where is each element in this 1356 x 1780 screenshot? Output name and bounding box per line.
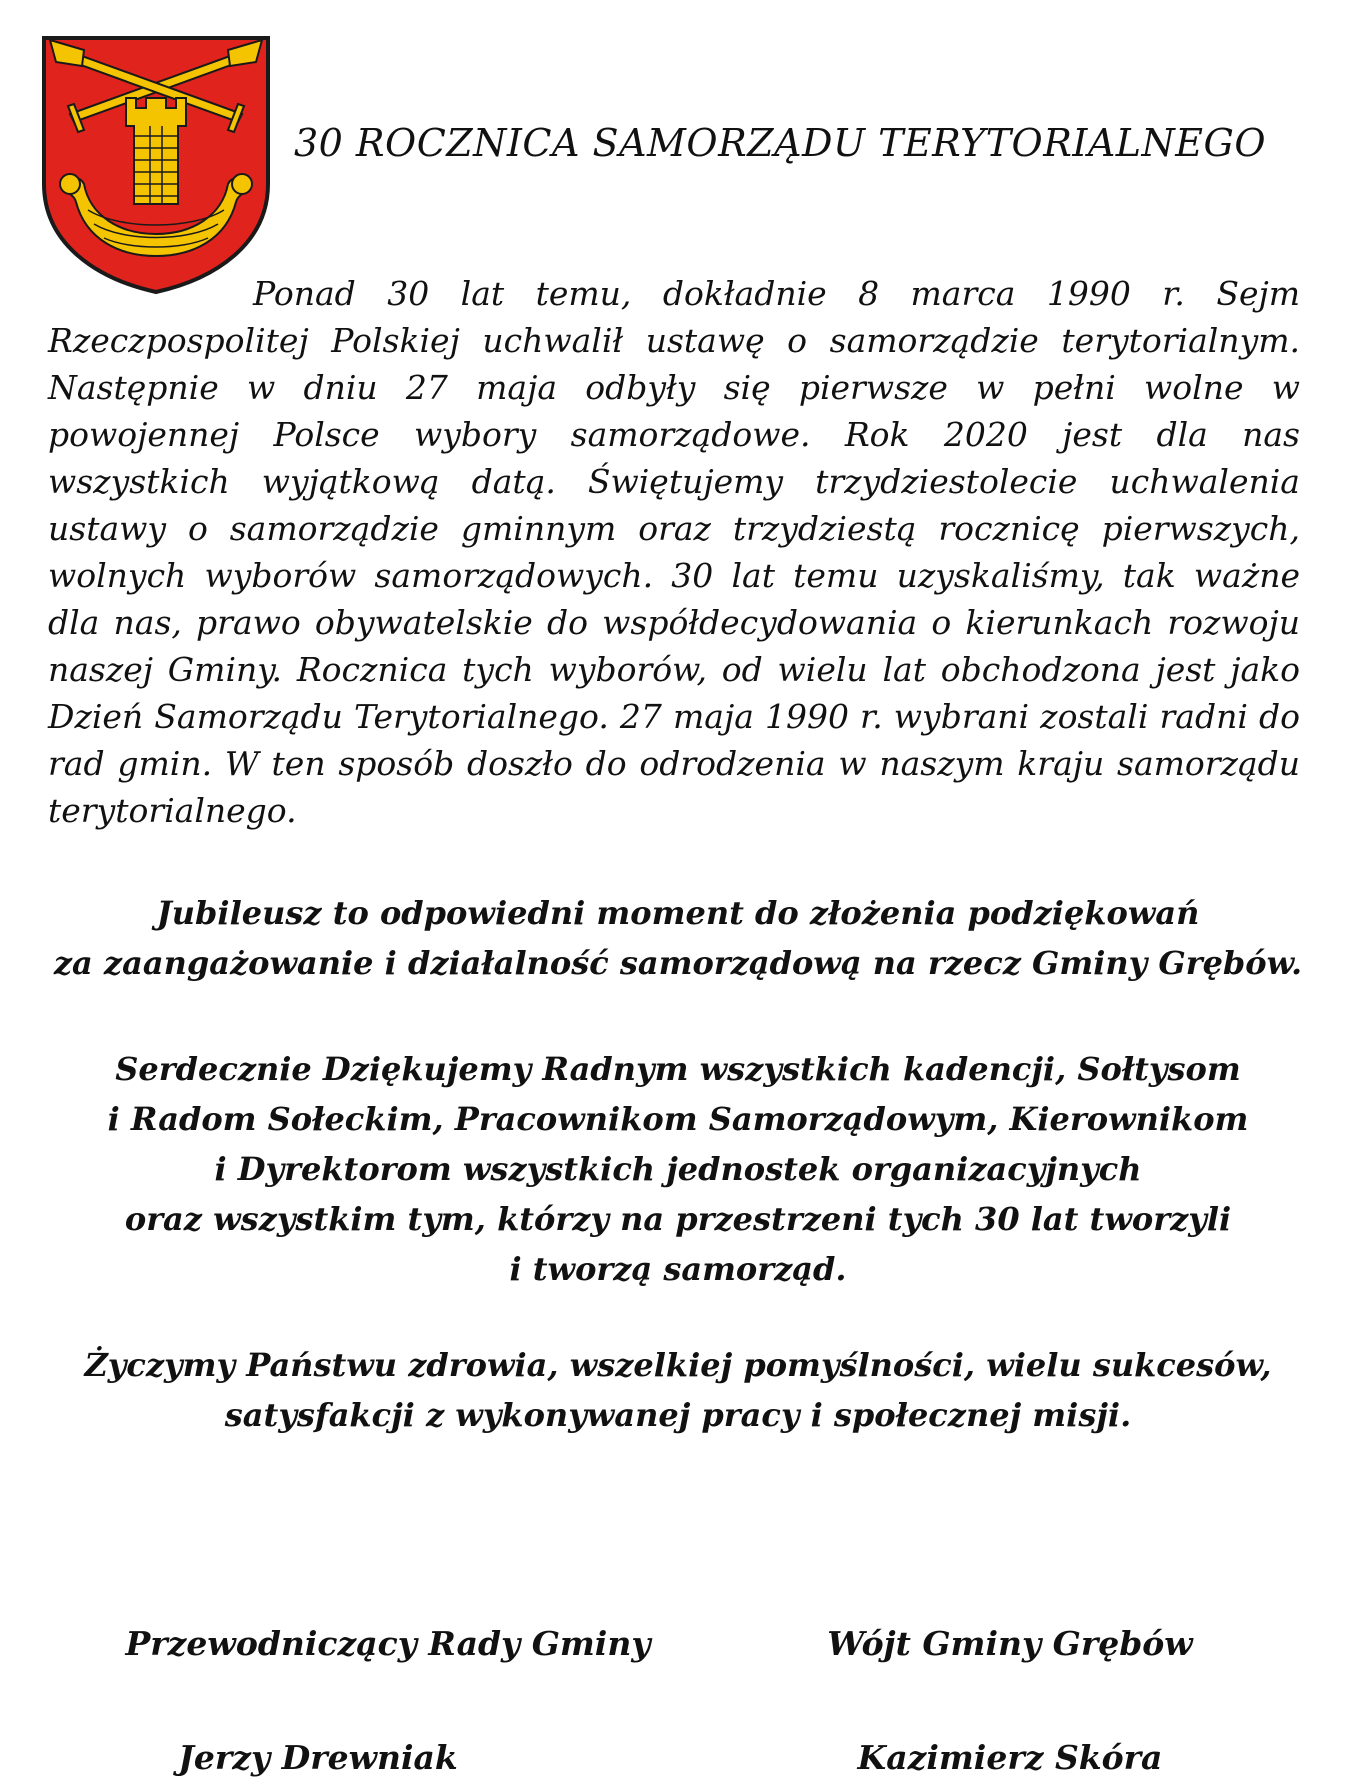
- thanks-line: Jubileusz to odpowiedni moment do złożenia podziękowań: [156, 894, 1200, 932]
- gratitude-line: oraz wszystkim tym, którzy na przestrzeni tych 30 lat tworzyli: [124, 1200, 1232, 1238]
- gratitude-line: i tworzą samorząd.: [509, 1250, 847, 1288]
- thanks-paragraph: [48, 888, 1308, 988]
- thanks-line: za zaangażowanie i działalność samorządową na rzecz Gminy Grębów.: [53, 944, 1303, 982]
- council-chair-title: Przewodniczący Rady Gminy: [125, 1624, 651, 1663]
- gratitude-paragraph: [48, 1044, 1308, 1294]
- gratitude-line: i Radom Sołeckim, Pracownikom Samorządowym, Kierownikom: [107, 1100, 1249, 1138]
- council-chair-name: Jerzy Drewniak: [178, 1738, 458, 1777]
- gratitude-line: i Dyrektorom wszystkich jednostek organizacyjnych: [214, 1150, 1142, 1188]
- wishes-line: satysfakcji z wykonywanej pracy i społecznej misji.: [224, 1396, 1132, 1434]
- intro-paragraph: [48, 270, 1300, 834]
- page-title: 30 ROCZNICA SAMORZĄDU TERYTORIALNEGO: [294, 121, 1267, 165]
- wishes-line: Życzymy Państwu zdrowia, wszelkiej pomyślności, wielu sukcesów,: [84, 1346, 1272, 1384]
- intro-text: Ponad 30 lat temu, dokładnie 8 marca 1990 r. Sejm Rzeczpospolitej Polskiej uchwalił ustawę o samorządzie terytorialnym. Następnie w dniu 27 maja odbyły się pierwsze w pełni wolne w powojennej Polsce wybory samorządowe. Rok 2020 jest dla nas wszystkich wyjątkową datą. Świętujemy trzydziestolecie uchwalenia ustawy o samorządzie gminnym oraz trzydziestą rocznicę pierwszych, wolnych wyborów samorządowych. 30 lat temu uzyskaliśmy, tak ważne dla nas, prawo obywatelskie do współdecydowania o kierunkach rozwoju naszej Gminy. Rocznica tych wyborów, od wielu lat obchodzona jest jako Dzień Samorządu Terytorialnego. 27 maja 1990 r. wybrani zostali radni do rad gmin. W ten sposób doszło do odrodzenia w naszym kraju samorządu terytorialnego.: [48, 274, 1300, 830]
- gratitude-line: Serdecznie Dziękujemy Radnym wszystkich kadencji, Sołtysom: [115, 1050, 1241, 1088]
- wishes-paragraph: [48, 1340, 1308, 1440]
- mayor-title: Wójt Gminy Grębów: [827, 1624, 1193, 1663]
- mayor-name: Kazimierz Skóra: [857, 1738, 1163, 1777]
- coat-of-arms-icon: [40, 34, 272, 296]
